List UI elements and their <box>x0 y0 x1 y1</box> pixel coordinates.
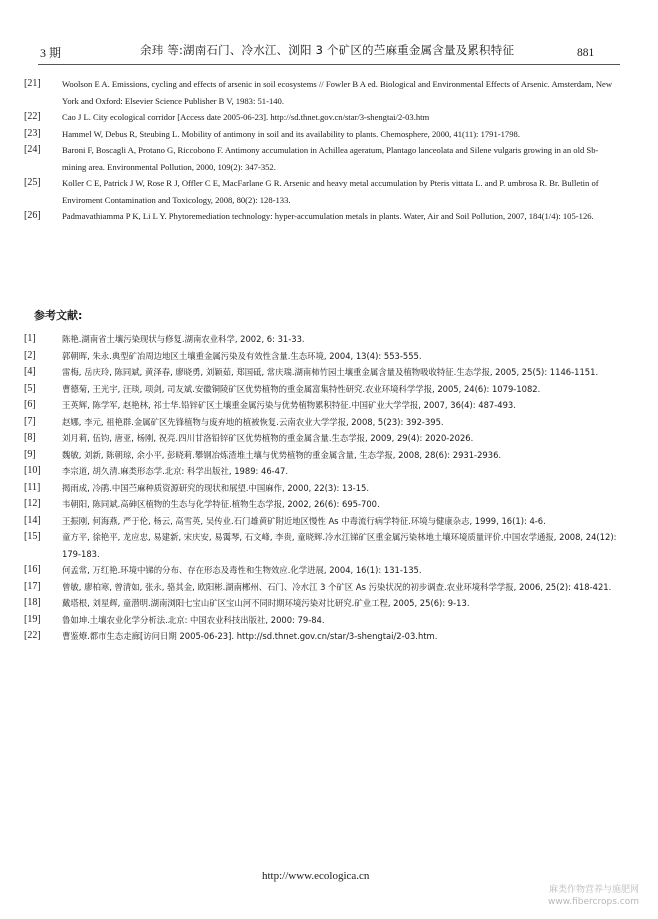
reference-number: [8] <box>24 432 36 443</box>
issue-number: 3 期 <box>40 46 62 60</box>
reference-text: Cao J L. City ecological corridor [Access date 2005-06-23]. http://sd.thnet.gov.cn/star/3-shengtai/2-03.htm <box>62 112 430 122</box>
reference-number: [2] <box>24 349 36 361</box>
reference-item <box>24 595 624 612</box>
page-number: 881 <box>577 47 595 59</box>
reference-item <box>24 208 624 225</box>
watermark <box>548 884 639 908</box>
reference-text: 魏敏, 刘新, 陈朝琼, 余小平, 彭晓莉.攀钢冶炼渣堆土壤与优势植物的重金属含量, 生态学报, 2008, 28(6): 2931-2936. <box>62 449 502 460</box>
reference-item <box>24 381 624 398</box>
reference-item <box>24 331 624 348</box>
reference-number: [4] <box>24 366 36 377</box>
reference-number: [9] <box>24 448 36 460</box>
reference-item <box>24 612 624 629</box>
header-rule <box>38 64 620 65</box>
reference-text: 赵娜, 李元, 祖艳群.金属矿区先锋植物与废弃地的植被恢复.云南农业大学学报, 2008, 5(23): 392-395. <box>62 416 444 427</box>
reference-number: [7] <box>24 415 36 427</box>
reference-text: 郭朝晖, 朱永.典型矿冶周边地区土壤重金属污染及有效性含量.生态环境, 2004, 13(4): 553-555. <box>62 350 422 361</box>
reference-item <box>24 496 624 513</box>
journal-url: http://www.ecologica.cn <box>262 870 370 882</box>
reference-number: [6] <box>24 399 36 410</box>
reference-list-chinese <box>24 331 624 645</box>
reference-number: [1] <box>24 333 36 344</box>
reference-item <box>24 142 624 175</box>
reference-item <box>24 414 624 431</box>
reference-item <box>24 579 624 596</box>
reference-text: 雷梅, 岳庆玲, 陈同斌, 黄泽春, 廖晓勇, 刘颖茹, 郑国砥, 常庆瑞.湖南柿竹园土壤重金属含量及植物吸收特征.生态学报, 2005, 25(5): 1146-1151. <box>62 367 599 377</box>
reference-item <box>24 529 624 562</box>
reference-item <box>24 175 624 208</box>
reference-number: [12] <box>24 498 41 509</box>
reference-text: 李宗道, 胡久清.麻类形态学.北京: 科学出版社, 1989: 46-47. <box>62 466 289 476</box>
reference-number: [23] <box>24 127 41 139</box>
reference-number: [22] <box>24 630 41 641</box>
reference-item <box>24 126 624 143</box>
watermark-line-1: 麻类作物营养与施肥网 <box>548 885 639 895</box>
reference-number: [5] <box>24 382 36 394</box>
reference-item <box>24 562 624 579</box>
reference-item <box>24 628 624 645</box>
reference-number: [15] <box>24 531 41 542</box>
reference-number: [17] <box>24 580 41 592</box>
reference-number: [18] <box>24 597 41 608</box>
reference-number: [19] <box>24 613 41 625</box>
reference-text: Baroni F, Boscagli A, Protano G, Riccobono F. Antimony accumulation in Achillea ageratum, Plantago lanceolata and Silene vulgaris growing in an old Sb-mining area. Environmental Pollution, 2000, 109(2): 347-352. <box>62 145 599 172</box>
reference-number: [24] <box>24 144 41 155</box>
reference-text: 揭雨成, 冷鹃.中国苎麻种质资源研究的现状和展望.中国麻作, 2000, 22(3): 13-15. <box>62 482 369 493</box>
reference-text: 童方平, 徐艳平, 龙应忠, 易建新, 宋庆安, 易霭琴, 石文峰, 李贵, 童晓辉.冷水江锑矿区重金属污染林地土壤环境质量评价.中国农学通报, 2008, 24(12): 179-183. <box>62 532 617 559</box>
reference-number: [11] <box>24 481 41 493</box>
reference-text: 刘月莉, 伍钧, 唐亚, 杨刚, 祝亮.四川甘洛铅锌矿区优势植物的重金属含量.生态学报, 2009, 29(4): 2020-2026. <box>62 433 474 443</box>
reference-item <box>24 513 624 530</box>
reference-text: 鲁如坤.土壤农业化学分析法.北京: 中国农业科技出版社, 2000: 79-84. <box>62 614 325 625</box>
reference-item <box>24 447 624 464</box>
reference-number: [14] <box>24 514 41 526</box>
reference-item <box>24 463 624 480</box>
reference-item <box>24 76 624 109</box>
reference-item <box>24 430 624 447</box>
reference-item <box>24 109 624 126</box>
reference-text: 韦朝阳, 陈同斌.高砷区植物的生态与化学特征.植物生态学报, 2002, 26(6): 695-700. <box>62 499 380 509</box>
reference-item <box>24 397 624 414</box>
reference-text: 王英辉, 陈学军, 赵艳林, 祁士华.铅锌矿区土壤重金属污染与优势植物累积特征.中国矿业大学学报, 2007, 36(4): 487-493. <box>62 400 516 410</box>
reference-text: 曹德菊, 王光宇, 汪琰, 项剑, 司友斌.安徽铜陵矿区优势植物的重金属富集特性研究.农业环境科学学报, 2005, 24(6): 1079-1082. <box>62 383 541 394</box>
reference-number: [10] <box>24 465 41 476</box>
reference-text: Padmavathiamma P K, Li L Y. Phytoremediation technology: hyper-accumulation metals in plants. Water, Air and Soil Pollution, 2007, 184(1/4): 105-126. <box>62 211 594 221</box>
reference-text: 陈艳.湖南省土壤污染现状与修复.湖南农业科学, 2002, 6: 31-33. <box>62 334 305 344</box>
reference-item <box>24 348 624 365</box>
reference-item <box>24 364 624 381</box>
reference-item <box>24 480 624 497</box>
reference-text: 曹鉴燎.都市生态走廊[访问日期 2005-06-23]. http://sd.thnet.gov.cn/star/3-shengtai/2-03.htm. <box>62 631 438 641</box>
reference-text: 戴塔根, 刘星辉, 童潜明.湖南浏阳七宝山矿区宝山河不同时期环境污染对比研究.矿业工程, 2005, 25(6): 9-13. <box>62 598 470 608</box>
reference-number: [22] <box>24 111 41 122</box>
reference-text: Hammel W, Debus R, Steubing L. Mobility of antimony in soil and its availability to plants. Chemosphere, 2000, 41(11): 1791-1798. <box>62 128 520 139</box>
page-header <box>0 0 658 66</box>
reference-text: Woolson E A. Emissions, cycling and effects of arsenic in soil ecosystems // Fowler B A ed. Biological and Environmental Effects of Arsenic. Amsterdam, New York and Oxford: Elsevier Science Publisher B V, 1983: 51-140. <box>62 79 613 106</box>
reference-number: [25] <box>24 177 41 188</box>
reference-text: 何孟常, 万红艳.环境中锑的分布、存在形态及毒性和生物效应.化学进展, 2004, 16(1): 131-135. <box>62 565 422 575</box>
reference-text: 王振刚, 何海燕, 严于伦, 杨云, 高雪英, 吴传业.石门雄黄矿附近地区慢性 As 中毒流行病学特征.环境与健康杂志, 1999, 16(1): 4-6. <box>62 515 546 526</box>
reference-number: [21] <box>24 78 41 89</box>
reference-list-english <box>24 76 624 225</box>
running-title: 余玮 等:湖南石门、冷水江、浏阳 3 个矿区的苎麻重金属含量及累积特征 <box>140 43 515 57</box>
reference-text: Koller C E, Patrick J W, Rose R J, Offler C E, MacFarlane G R. Arsenic and heavy metal accumulation by Pteris vittata L. and P. umbrosa R. Br. Bulletin of Enviroment Contamination and Toxicology, 2008, 80(2): 128-133. <box>62 178 599 205</box>
reference-number: [26] <box>24 210 41 221</box>
watermark-line-2: www.fibercrops.com <box>548 897 639 907</box>
references-heading: 参考文献: <box>34 309 83 322</box>
reference-text: 曾敏, 廖柏寒, 曾清如, 张永, 骆其金, 欧阳彬.湖南郴州、石门、冷水江 3 个矿区 As 污染状况的初步调查.农业环境科学学报, 2006, 25(2): 418-421. <box>62 581 612 592</box>
reference-number: [16] <box>24 564 41 575</box>
